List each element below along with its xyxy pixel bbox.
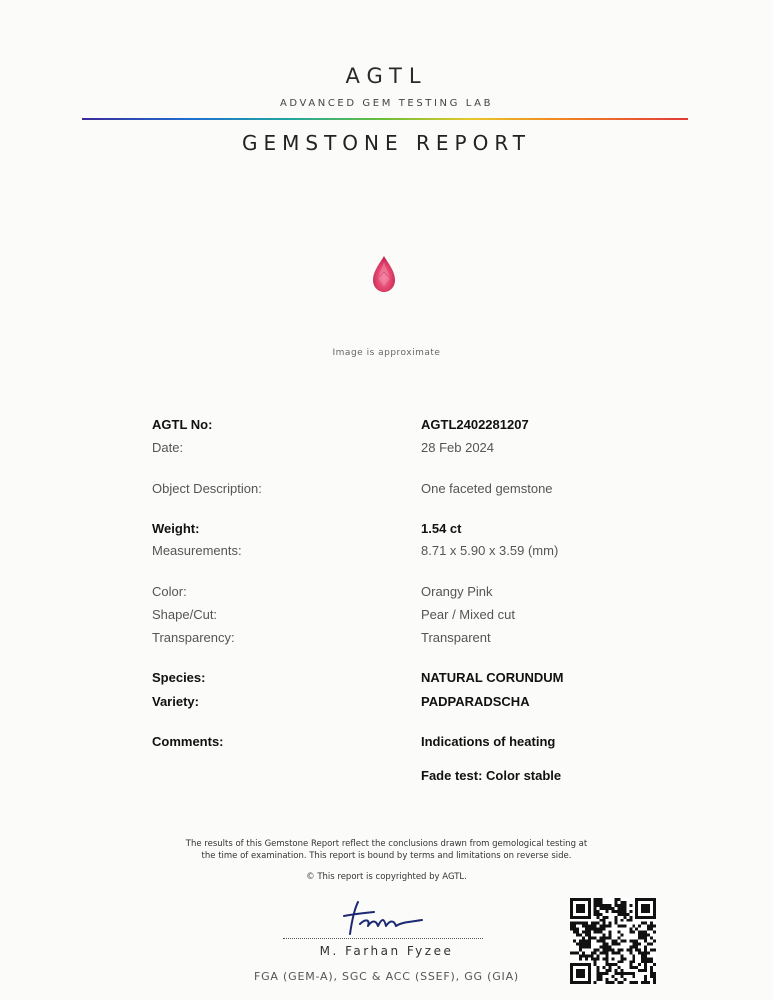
row-agtl-no <box>0 417 773 437</box>
color-label: Color: <box>152 584 187 599</box>
date-label: Date: <box>152 440 184 455</box>
row-fade-test <box>0 768 773 788</box>
row-object-description <box>0 481 773 501</box>
variety-value: PADPARADSCHA <box>421 694 530 709</box>
transparency-label: Transparency: <box>152 630 235 645</box>
row-measurements <box>0 543 773 563</box>
gemstone-image <box>369 254 399 294</box>
date-value: 28 Feb 2024 <box>421 440 495 455</box>
row-comments <box>0 734 773 754</box>
row-variety <box>0 694 773 714</box>
object-description-label: Object Description: <box>152 481 262 496</box>
object-description-value: One faceted gemstone <box>421 481 553 496</box>
row-date <box>0 440 773 460</box>
color-value: Orangy Pink <box>421 584 493 599</box>
comments-label: Comments: <box>152 734 224 749</box>
species-value: NATURAL CORUNDUM <box>421 670 564 685</box>
transparency-value: Transparent <box>421 630 491 645</box>
lab-full-name: ADVANCED GEM TESTING LAB <box>279 98 494 109</box>
qr-code <box>570 898 656 984</box>
row-transparency <box>0 630 773 650</box>
copyright-notice: © This report is copyrighted by AGTL. <box>306 872 467 882</box>
disclaimer-line-1: The results of this Gemstone Report reflect the conclusions drawn from gemological testing at <box>185 839 588 849</box>
row-shape-cut <box>0 607 773 627</box>
row-species <box>0 670 773 690</box>
row-weight <box>0 521 773 541</box>
signature-line <box>283 938 483 939</box>
signer-credentials: FGA (GEM-A), SGC & ACC (SSEF), GG (GIA) <box>253 970 520 983</box>
image-caption: Image is approximate <box>332 348 441 358</box>
spectrum-divider <box>82 118 688 120</box>
agtl-no-label: AGTL No: <box>152 417 213 432</box>
variety-label: Variety: <box>152 694 199 709</box>
shape-cut-value: Pear / Mixed cut <box>421 607 515 622</box>
shape-cut-label: Shape/Cut: <box>152 607 218 622</box>
signer-name: M. Farhan Fyzee <box>319 944 454 958</box>
weight-label: Weight: <box>152 521 200 536</box>
species-label: Species: <box>152 670 206 685</box>
measurements-value: 8.71 x 5.90 x 3.59 (mm) <box>421 543 559 558</box>
measurements-label: Measurements: <box>152 543 242 558</box>
weight-value: 1.54 ct <box>421 521 462 536</box>
row-color <box>0 584 773 604</box>
signature-image <box>330 898 440 938</box>
lab-logo-title: AGTL <box>345 64 428 88</box>
disclaimer <box>0 838 773 862</box>
agtl-no-value: AGTL2402281207 <box>421 417 529 432</box>
comments-value: Indications of heating <box>421 734 556 749</box>
report-title: GEMSTONE REPORT <box>242 131 531 155</box>
disclaimer-line-2: the time of examination. This report is bound by terms and limitations on reverse side. <box>201 851 572 861</box>
fade-test-value: Fade test: Color stable <box>421 768 562 783</box>
